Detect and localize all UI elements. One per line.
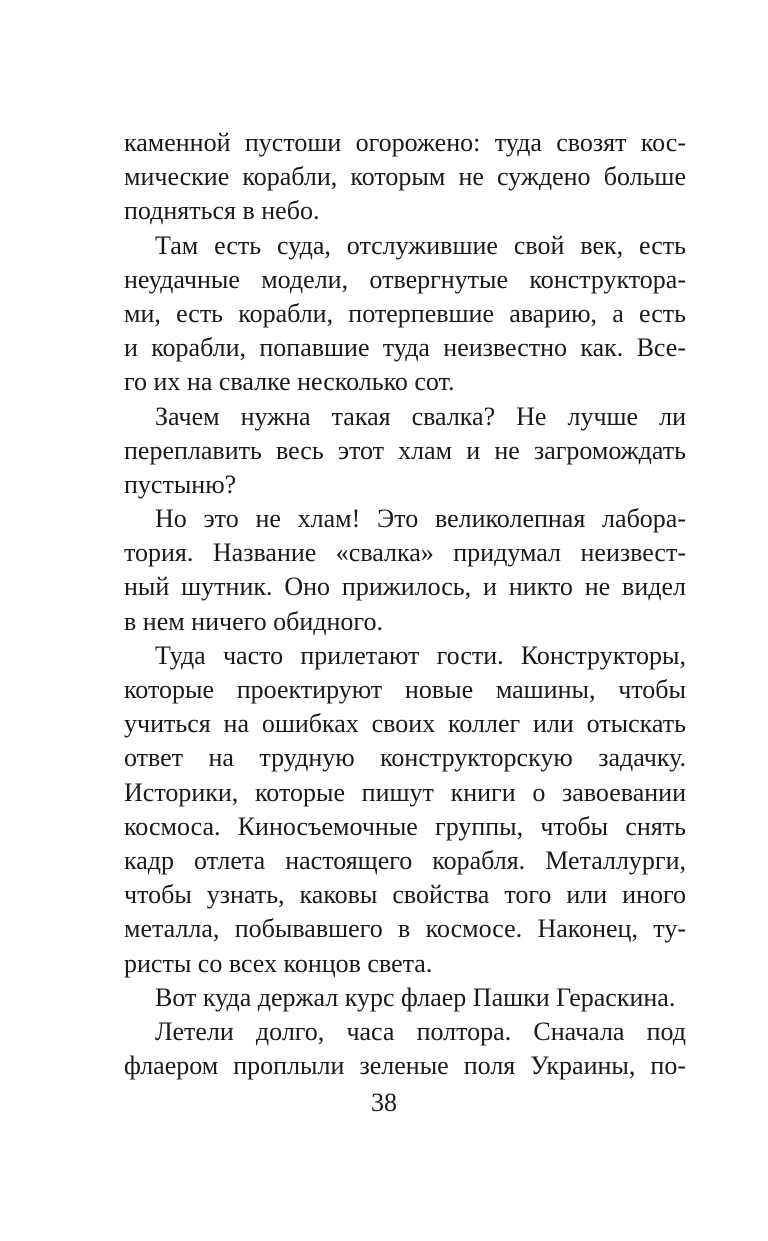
text-line: го их на свалке несколько сот. bbox=[124, 367, 455, 397]
text-line: в нем ничего обидного. bbox=[124, 606, 383, 636]
text-line: и корабли, попавшие туда неизвестно как. Все- bbox=[124, 333, 686, 363]
text-line: подняться в небо. bbox=[124, 196, 320, 226]
text-line: флаером проплыли зеленые поля Украины, по- bbox=[124, 1051, 686, 1081]
text-line: Летели долго, часа полтора. Сначала под bbox=[155, 1016, 686, 1046]
text-line: неудачные модели, отвергнутые конструктора- bbox=[124, 264, 686, 294]
text-line: кадр отлета настоящего корабля. Металлурги, bbox=[124, 845, 686, 875]
text-line: каменной пустоши огорожено: туда свозят кос- bbox=[124, 128, 686, 157]
text-line: космоса. Киносъемочные группы, чтобы снять bbox=[124, 811, 686, 841]
text-line: которые проектируют новые машины, чтобы bbox=[124, 675, 686, 704]
text-line: Вот куда держал курс флаер Пашки Гераскина. bbox=[155, 982, 676, 1012]
text-line: Зачем нужна такая свалка? Не лучше ли bbox=[155, 401, 686, 431]
text-line: Туда часто прилетают гости. Конструкторы, bbox=[155, 640, 686, 670]
text-line: переплавить весь этот хлам и не загромождать bbox=[124, 435, 686, 465]
text-line: ми, есть корабли, потерпевшие аварию, а есть bbox=[124, 298, 686, 328]
text-line: тория. Название «свалка» придумал неизвест- bbox=[124, 538, 686, 568]
text-line: мические корабли, которым не суждено больше bbox=[124, 162, 686, 192]
body-text bbox=[124, 126, 686, 1083]
text-line: Там есть суда, отслужившие свой век, есть bbox=[155, 230, 686, 260]
text-line: ный шутник. Оно прижилось, и никто не видел bbox=[124, 572, 686, 602]
text-line: учиться на ошибках своих коллег или отыскать bbox=[124, 709, 686, 739]
page-number: 38 bbox=[371, 1088, 397, 1117]
text-line: Но это не хлам! Это великолепная лабора- bbox=[155, 504, 686, 534]
text-line: ристы со всех концов света. bbox=[124, 948, 433, 978]
text-line: металла, побывавшего в космосе. Наконец, ту- bbox=[124, 914, 686, 944]
text-line: Историки, которые пишут книги о завоевании bbox=[124, 777, 686, 807]
text-line: ответ на трудную конструкторскую задачку. bbox=[124, 743, 686, 773]
text-line: чтобы узнать, каковы свойства того или иного bbox=[124, 880, 686, 910]
text-line: пустыню? bbox=[124, 469, 237, 499]
